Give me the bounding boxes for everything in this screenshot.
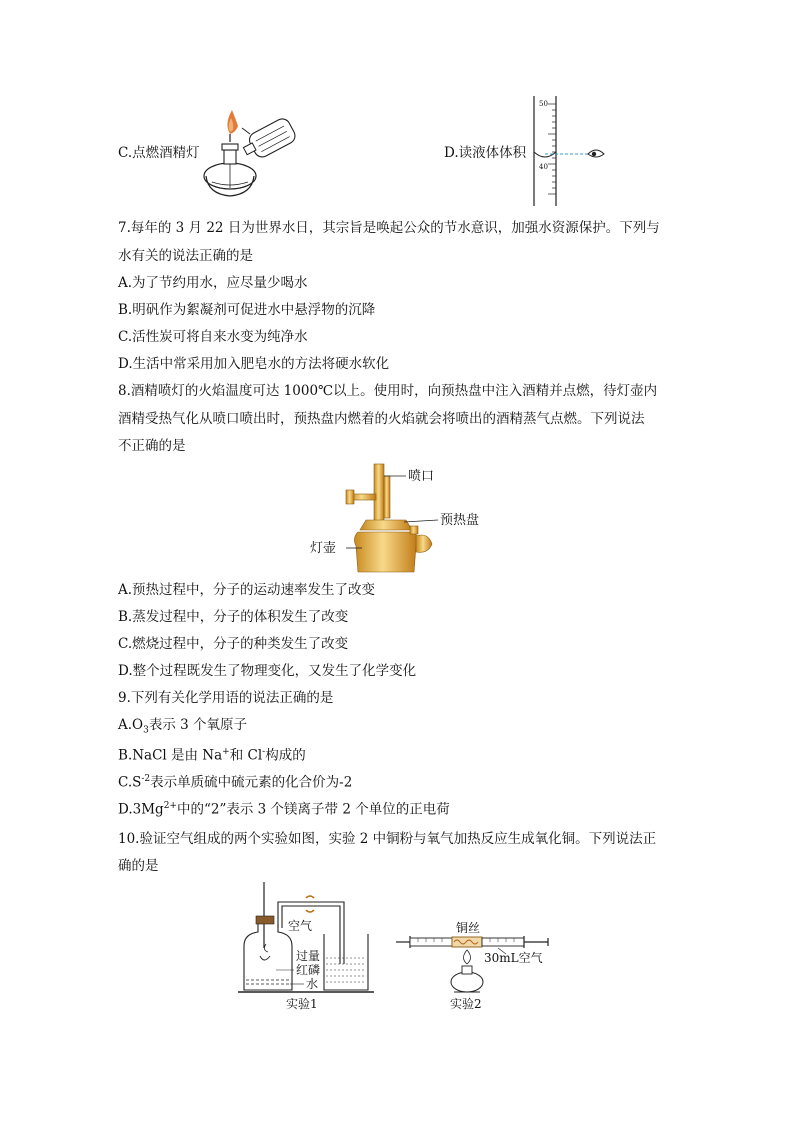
q9-option-c: [118, 769, 352, 793]
q9-c-sup: -2: [141, 774, 151, 784]
q9-d-post: 中的“2”表示 3 个镁离子带 2 个单位的正电荷: [176, 801, 450, 818]
q7-option-a: A.为了节约用水，应尽量少喝水: [118, 275, 308, 291]
q8-stem-line3: 不正确的是: [118, 438, 186, 454]
label-water: 水: [306, 977, 319, 991]
q9-d-sup: 2+: [163, 801, 177, 811]
q9-a-post: 表示 3 个氧原子: [148, 717, 248, 733]
q8-option-d: D.整个过程既发生了物理变化，又发生了化学变化: [118, 663, 417, 679]
graduated-cylinder-figure: [526, 96, 608, 208]
q7-stem-line1: 7.每年的 3 月 22 日为世界水日，其宗旨是唤起公众的节水意识，加强水资源保护。下列与: [118, 220, 660, 236]
alcohol-lamp-lighting-figure: [200, 104, 300, 202]
q8-stem-line2: 酒精受热气化从喷口喷出时，预热盘内燃着的火焰就会将喷出的酒精蒸气点燃。下列说法: [118, 411, 645, 427]
label-lamp-pot: 灯壶: [310, 541, 337, 556]
q9-a-pre: A.O: [118, 717, 144, 733]
label-preheat-pan: 预热盘: [440, 513, 480, 528]
q7-stem-line2: 水有关的说法正确的是: [118, 248, 253, 264]
label-experiment2: 实验2: [450, 997, 482, 1011]
q10-stem-line2: 确的是: [118, 858, 159, 874]
label-experiment1: 实验1: [286, 997, 318, 1011]
q9-b-sup2: -: [262, 747, 266, 757]
q8-option-c: C.燃烧过程中，分子的种类发生了改变: [118, 636, 349, 652]
label-red-phosphorus: 红磷: [296, 963, 321, 977]
q8-option-a: A.预热过程中，分子的运动速率发生了改变: [118, 582, 376, 598]
cylinder-label-50: 50: [539, 100, 548, 108]
label-copper-wire: 铜丝: [456, 921, 481, 935]
q10-stem-line1: 10.验证空气组成的两个实验如图，实验 2 中铜粉与氧气加热反应生成氧化铜。下列说法正: [118, 831, 657, 847]
label-air: 空气: [288, 919, 313, 933]
q7-option-b: B.明矾作为絮凝剂可促进水中悬浮物的沉降: [118, 302, 376, 318]
label-30ml-air: 30mL空气: [484, 951, 543, 965]
q9-option-b: [118, 742, 306, 766]
q9-stem: 9.下列有关化学用语的说法正确的是: [118, 690, 334, 706]
cylinder-label-40: 40: [539, 163, 548, 171]
q7-option-d: D.生活中常采用加入肥皂水的方法将硬水软化: [118, 356, 390, 372]
q9-c-post: 表示单质硫中硫元素的化合价为-2: [150, 774, 353, 791]
experiment2-figure: [394, 910, 554, 1014]
label-nozzle: 喷口: [408, 469, 435, 484]
q9-d-pre: D.3Mg: [118, 801, 164, 818]
alcohol-blowtorch-figure: [300, 462, 500, 574]
q9-b-pre: B.NaCl 是由 Na: [118, 747, 223, 764]
q6-option-d: D.读液体体积: [444, 145, 527, 161]
q6-option-c: C.点燃酒精灯: [118, 145, 200, 161]
q9-c-pre: C.S: [118, 774, 142, 791]
label-excess: 过量: [296, 949, 321, 963]
q9-option-a: [118, 715, 247, 741]
q9-b-sup1: +: [222, 747, 230, 757]
q9-option-d: [118, 796, 450, 820]
q9-a-sub: 3: [143, 725, 149, 736]
q9-b-post: 构成的: [265, 747, 306, 764]
q7-option-c: C.活性炭可将自来水变为纯净水: [118, 329, 308, 345]
experiment1-figure: [236, 880, 376, 1014]
q9-b-mid: 和 Cl: [229, 747, 263, 764]
q8-option-b: B.蒸发过程中，分子的体积发生了改变: [118, 609, 349, 625]
eye-icon: [588, 150, 604, 157]
q8-stem-line1: 8.酒精喷灯的火焰温度可达 1000℃以上。使用时，向预热盘中注入酒精并点燃，待灯壶内: [118, 383, 658, 399]
